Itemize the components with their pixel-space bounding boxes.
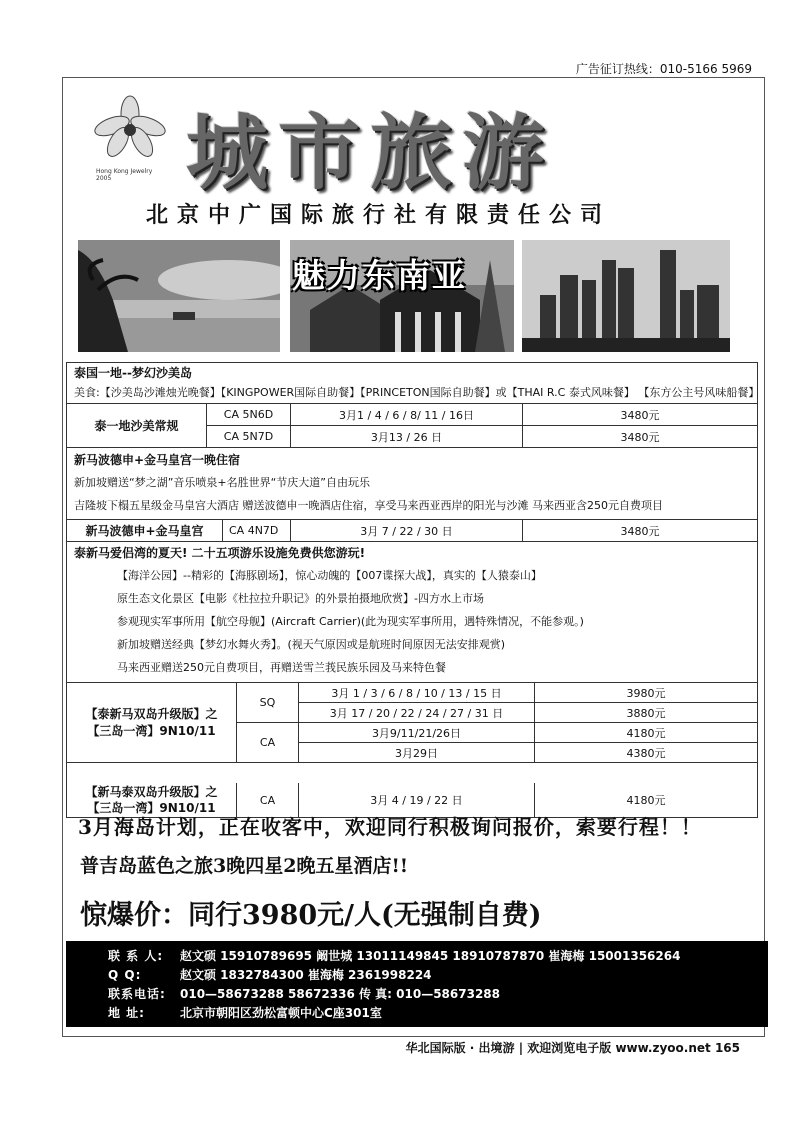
masthead-title: 城市旅游 <box>186 105 555 201</box>
address-label: 地 址: <box>108 1006 145 1020</box>
feature-line: 吉隆坡下榻五星级金马皇宫大酒店 赠送波德申一晚酒店住宿，享受马来西亚西岸的阳光与沙滩 马来西亚含250元自费项目 <box>74 499 663 512</box>
departure-dates: 3月29日 <box>299 743 535 763</box>
qq-label: Q Q: <box>108 968 142 982</box>
ad-hotline: 广告征订热线：010-5166 5969 <box>575 62 752 76</box>
flight-code: CA 5N7D <box>207 426 291 447</box>
flight-code: SQ <box>237 683 299 723</box>
promo-phuket: 普吉岛蓝色之旅3晚四星2晚五星酒店!! <box>80 855 409 877</box>
logo-caption: Hong Kong Jewelry 2005 <box>96 168 153 182</box>
product-name: 泰一地沙美常规 <box>67 404 207 447</box>
phone-value: 010—58673288 58672336 传 真: 010—58673288 <box>180 987 500 1001</box>
price: 3980元 <box>535 683 757 703</box>
contacts-value: 赵文硕 15910789695 阚世城 13011149845 18910787870 崔海梅 15001356264 <box>180 949 681 963</box>
departure-dates: 3月13 / 26 日 <box>291 426 523 447</box>
flight-code: CA <box>237 783 299 817</box>
feature-line: 新加坡赠送“梦之湖”音乐喷泉+名胜世界“节庆大道”自由玩乐 <box>74 476 371 489</box>
page-footer: 华北国际版 · 出境游 | 欢迎浏览电子版 www.zyoo.net 165 <box>405 1041 740 1055</box>
section-thailand <box>67 363 760 448</box>
price: 3480元 <box>620 524 660 538</box>
feature-line: 【海洋公园】--精彩的【海豚剧场】，惊心动魄的【007谍探大战】，真实的【人猿泰山】 <box>117 569 542 582</box>
promo-headline: 3月海岛计划，正在收客中，欢迎同行积极询问报价，索要行程！！ <box>78 815 702 839</box>
price: 3880元 <box>535 703 757 723</box>
banner-title: 魅力东南亚 <box>292 256 467 295</box>
product-name: 新马波德申+金马皇宫 <box>67 520 223 541</box>
phone-label: 联系电话: <box>108 987 166 1001</box>
price: 4180元 <box>626 794 666 807</box>
itinerary-table <box>66 362 758 818</box>
section-title: 新马波德申+金马皇宫一晚住宿 <box>74 453 241 467</box>
departure-dates: 3月1 / 4 / 6 / 8/ 11 / 16日 <box>291 404 523 425</box>
section-singapore-malaysia <box>67 448 757 542</box>
skyline-photo <box>522 240 730 352</box>
price: 3480元 <box>620 408 660 422</box>
section-title: 泰国一地--梦幻沙美岛 <box>74 366 192 380</box>
contact-box <box>66 941 768 1027</box>
promo-price: 惊爆价：同行3980元/人(无强制自费) <box>80 900 542 931</box>
feature-line: 马来西亚赠送250元自费项目，再赠送雪兰莪民族乐园及马来特色餐 <box>117 661 446 674</box>
feature-line: 新加坡赠送经典【梦幻水舞火秀】。(视天气原因或是航班时间原因无法安排观赏) <box>117 638 506 651</box>
product-name: 【泰新马双岛升级版】之【三岛一湾】9N10/11 <box>67 683 237 763</box>
feature-line: 原生态文化景区【电影《杜拉拉升职记》的外景拍摄地欣赏】-四方水上市场 <box>117 592 484 605</box>
table-row <box>67 519 757 541</box>
departure-dates: 3月9/11/21/26日 <box>299 723 535 743</box>
price: 3480元 <box>620 430 660 444</box>
meals-line: 美食:【沙美岛沙滩烛光晚餐】【KINGPOWER国际自助餐】【PRINCETON国际自助餐】或【THAI R.C 泰式风味餐】 【东方公主号风味船餐】 <box>74 386 760 399</box>
flight-code: CA <box>237 723 299 763</box>
departure-dates: 3月 7 / 22 / 30 日 <box>291 520 523 541</box>
price: 4380元 <box>535 743 757 763</box>
address-value: 北京市朝阳区劲松富顿中心C座301室 <box>180 1006 382 1020</box>
departure-dates: 3月 1 / 3 / 6 / 8 / 10 / 13 / 15 日 <box>299 683 535 703</box>
section-three-islands <box>67 683 757 817</box>
contacts-label: 联 系 人: <box>108 949 164 963</box>
product-name: 【新马泰双岛升级版】之【三岛一湾】9N10/11 <box>67 783 237 817</box>
section-thai-sg-my <box>67 542 757 683</box>
flight-code: CA 4N7D <box>223 520 291 541</box>
company-name: 北京中广国际旅行社有限责任公司 <box>146 203 612 228</box>
table-row <box>207 404 757 425</box>
flight-code: CA 5N6D <box>207 404 291 425</box>
departure-dates: 3月 17 / 20 / 22 / 24 / 27 / 31 日 <box>299 703 535 723</box>
departure-dates: 3月 4 / 19 / 22 日 <box>299 783 535 817</box>
price: 4180元 <box>535 723 757 743</box>
qq-value: 赵文硕 1832784300 崔海梅 2361998224 <box>180 968 432 982</box>
section-title: 泰新马爱侣湾的夏天! 二十五项游乐设施免费供您游玩! <box>74 546 366 560</box>
table-row <box>207 425 757 447</box>
feature-line: 参观现实军事所用【航空母舰】(Aircraft Carrier)(此为现实军事所用，遇特殊情况，不能参观。) <box>117 615 584 628</box>
beach-photo <box>78 240 280 352</box>
